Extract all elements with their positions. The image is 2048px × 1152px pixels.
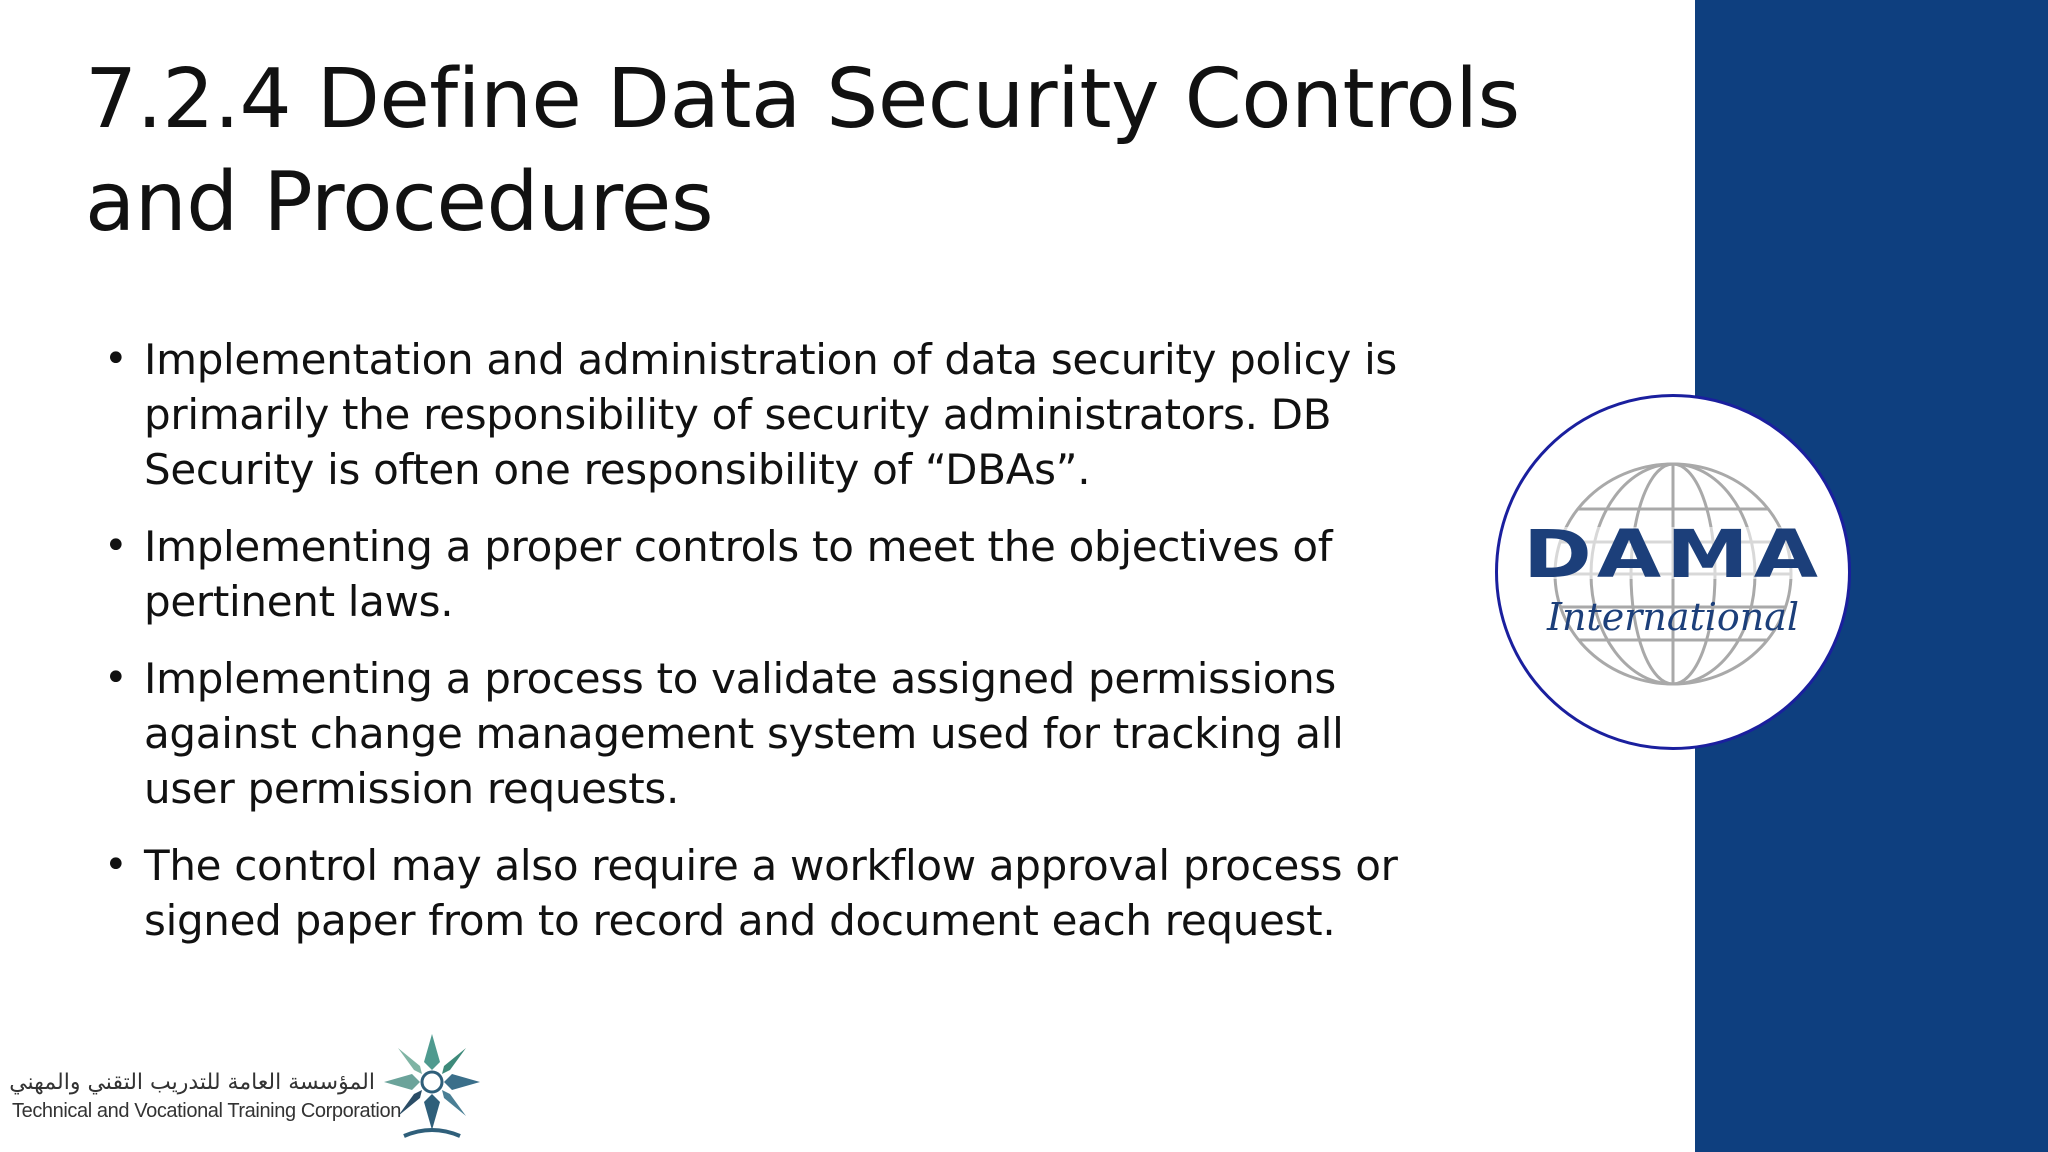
bullet-text: The control may also require a workflow approval process or signed paper from to record and document each request. (144, 841, 1398, 945)
bullet-marker: • (104, 523, 128, 569)
bullet-marker: • (104, 655, 128, 701)
bullet-item (104, 332, 1444, 497)
globe-icon (1498, 397, 1848, 747)
bullet-item (104, 838, 1444, 948)
bullet-list (104, 332, 1444, 970)
tvtc-emblem-icon (382, 1024, 482, 1148)
logo-wordmark: DAMA (1523, 516, 1823, 593)
org-name-english: Technical and Vocational Training Corporation (12, 1100, 401, 1122)
org-name-arabic: المؤسسة العامة للتدريب التقني والمهني (9, 1070, 375, 1095)
dama-logo (1495, 394, 1851, 750)
bullet-item (104, 519, 1444, 629)
footer-branding (10, 1020, 490, 1152)
bullet-text: Implementing a process to validate assigned permissions against change management system used for tracking all user permission requests. (144, 654, 1344, 813)
bullet-item (104, 651, 1444, 816)
bullet-marker: • (104, 842, 128, 888)
bullet-text: Implementation and administration of data security policy is primarily the responsibility of security administrators. DB Security is often one responsibility of “DBAs”. (144, 335, 1398, 494)
slide-title: 7.2.4 Define Data Security Controls and Procedures (85, 52, 1520, 250)
bullet-marker: • (104, 336, 128, 382)
bullet-text: Implementing a proper controls to meet the objectives of pertinent laws. (144, 522, 1333, 626)
logo-subtitle: International (1546, 595, 1800, 639)
